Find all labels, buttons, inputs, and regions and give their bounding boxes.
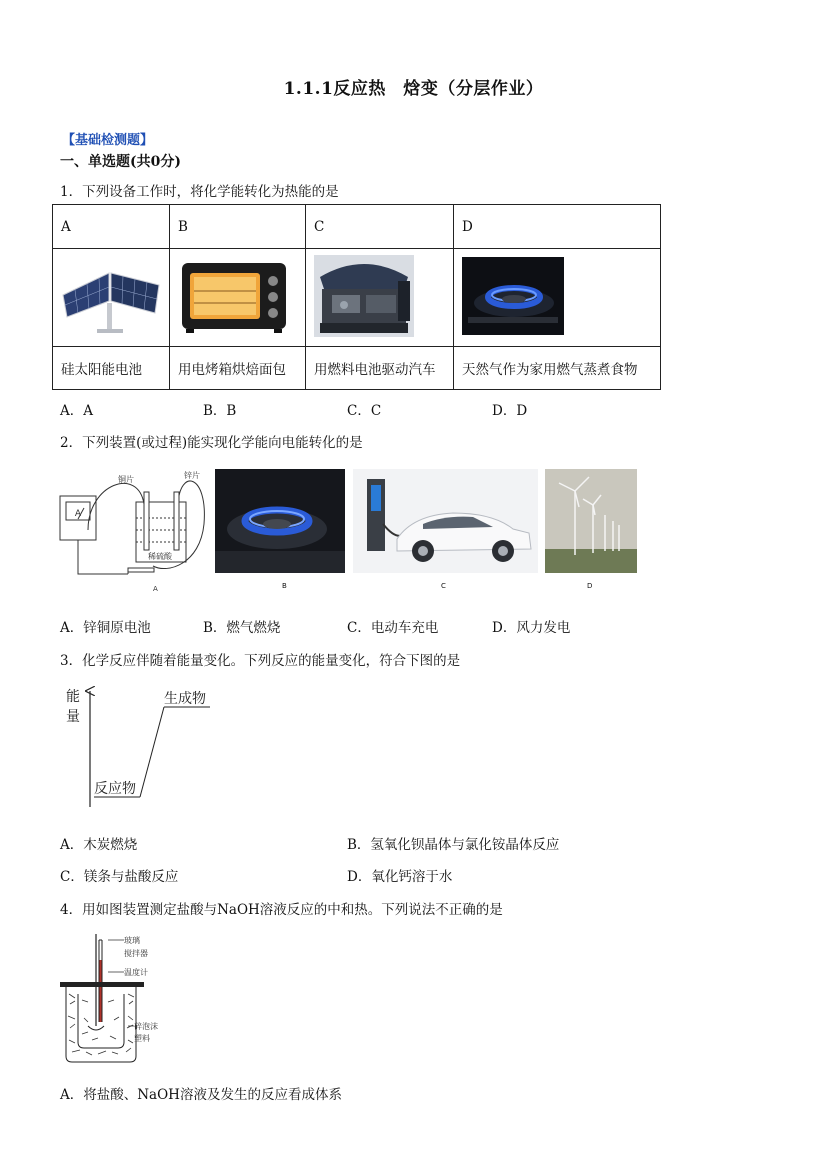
q1-caption-d: 天然气作为家用燃气蒸煮食物 [454,347,661,390]
q1-header-b: B [170,205,306,249]
fuel-cell-car-image [314,255,414,337]
q2-figure-label-a: A [153,585,158,593]
q3-stem: 3．化学反应伴随着能量变化。下列反应的能量变化，符合下图的是 [60,653,461,669]
energy-diagram [60,683,220,813]
thermometer-label: 温度计 [124,968,148,977]
electric-car-charging-image [353,469,538,573]
product-label: 生成物 [164,691,206,707]
zinc-electrode-label: 锌片 [184,471,200,480]
q1-table [52,204,661,390]
q2-option-d[interactable]: D．风力发电 [492,620,571,636]
solar-panel-image [61,255,161,337]
q1-stem: 1．下列设备工作时，将化学能转化为热能的是 [60,184,339,200]
gas-stove-flame-image [462,257,564,335]
meter-label: A [74,509,82,519]
q2-option-c[interactable]: C．电动车充电 [347,620,439,636]
q1-option-d[interactable]: D．D [492,403,528,419]
question-type-heading: 一、单选题(共0分) [60,154,181,170]
q1-caption-b: 用电烤箱烘焙面包 [170,347,306,390]
energy-label-line1: 能 [66,689,80,705]
q1-caption-c: 用燃料电池驱动汽车 [306,347,454,390]
q2-figure-label-d: D [587,582,593,590]
q2-option-b[interactable]: B．燃气燃烧 [203,620,281,636]
q1-image-b-cell [170,249,306,347]
foam-label-2: 塑料 [134,1034,150,1043]
q3-option-d[interactable]: D．氧化钙溶于水 [347,869,453,885]
q3-option-a[interactable]: A．木炭燃烧 [60,837,138,853]
q4-option-a[interactable]: A．将盐酸、NaOH溶液及发生的反应看成体系 [60,1087,342,1103]
q4-stem: 4．用如图装置测定盐酸与NaOH溶液反应的中和热。下列说法不正确的是 [60,902,503,918]
energy-rise-line [140,707,164,797]
stirrer-label-2: 搅拌器 [124,949,148,958]
q2-stem: 2．下列装置(或过程)能实现化学能向电能转化的是 [60,435,363,451]
gas-burner-image [215,469,345,573]
q3-option-b[interactable]: B．氢氧化钡晶体与氯化铵晶体反应 [347,837,560,853]
section-label: 【基础检测题】 [62,133,154,148]
q1-header-c: C [306,205,454,249]
q1-option-b[interactable]: B．B [203,403,237,419]
oven-image [178,255,290,337]
acid-label: 稀硫酸 [148,552,172,561]
reactant-label: 反应物 [94,781,136,797]
q3-option-c[interactable]: C．镁条与盐酸反应 [60,869,179,885]
q1-image-a-cell [53,249,170,347]
stirrer-label-1: 玻璃 [124,936,140,945]
foam-label-1: 碎泡沫 [134,1022,158,1031]
q1-image-c-cell [306,249,454,347]
energy-label-line2: 量 [66,709,80,725]
q2-figure-label-b: B [282,582,287,590]
copper-electrode-label: 铜片 [118,475,134,484]
q1-caption-a: 硅太阳能电池 [53,347,170,390]
calorimeter-diagram [58,930,178,1065]
q1-header-d: D [454,205,661,249]
zinc-copper-cell-diagram [58,464,208,594]
q1-header-a: A [53,205,170,249]
q1-image-d-cell [454,249,661,347]
wind-turbines-image [545,469,637,573]
q1-option-c[interactable]: C．C [347,403,382,419]
page-title: 1.1.1反应热 焓变（分层作业） [283,79,544,99]
q1-option-a[interactable]: A．A [60,403,93,419]
q2-option-a[interactable]: A．锌铜原电池 [60,620,151,636]
q2-figure-label-c: C [441,582,446,590]
